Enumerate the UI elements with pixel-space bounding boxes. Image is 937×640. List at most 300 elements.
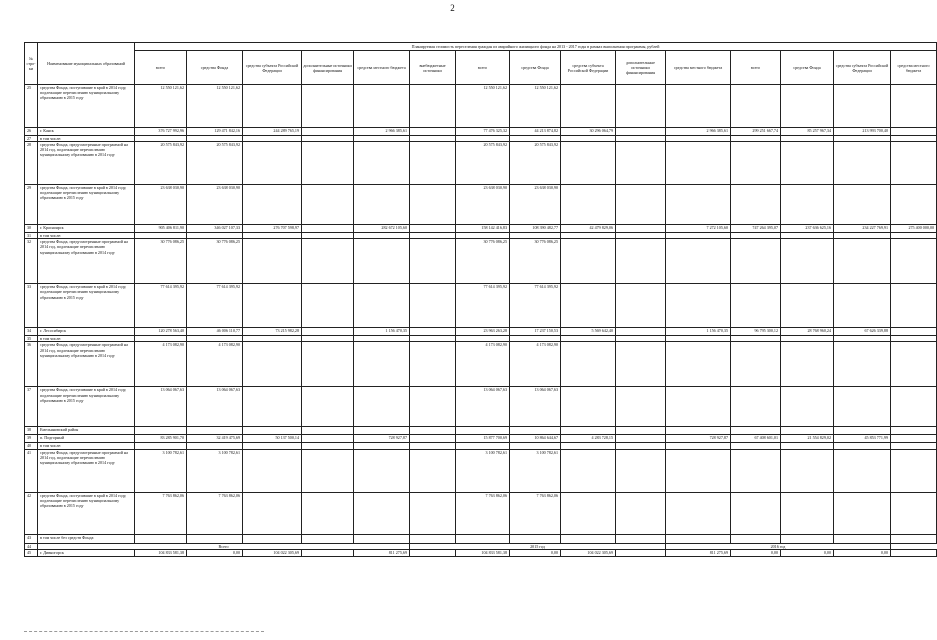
cell-value: 1 156 470,35	[354, 328, 410, 336]
header-subcol: всего	[135, 51, 187, 85]
cell-value: 237 636 625,16	[781, 225, 834, 233]
cell-value	[243, 449, 302, 492]
cell-value: 3 100 782,61	[510, 449, 561, 492]
cell-value: 12 550 121,62	[187, 85, 243, 128]
cell-value: 213 993 700,40	[834, 128, 891, 136]
cell-value: 0,00	[834, 549, 891, 556]
cell-value	[302, 85, 354, 128]
cell-value	[354, 284, 410, 328]
row-name: средства Фонда, поступившие в край в 2014 году, подлежащие перечислению муниципальному образованию в 2015 году	[38, 284, 135, 328]
cell-value: 20 575 843,92	[187, 142, 243, 185]
cell-value	[616, 225, 666, 233]
row-number: 27	[25, 136, 38, 142]
cell-value	[731, 492, 781, 534]
cell-value: 5 569 642,40	[561, 328, 616, 336]
cell-value: 30 776 086,25	[456, 239, 510, 284]
period-label-2015: 2015 год	[410, 543, 666, 549]
cell-value: 23 638 030,90	[187, 185, 243, 225]
cell-value: 13 064 067,63	[135, 387, 187, 427]
header-subcol: дополнительные источники финансирования	[616, 51, 666, 85]
cell-value	[410, 142, 456, 185]
cell-value	[410, 387, 456, 427]
cell-value	[616, 387, 666, 427]
row-name: г. Красноярск	[38, 225, 135, 233]
cell-value	[410, 449, 456, 492]
cell-value	[834, 185, 891, 225]
row-number: 40	[25, 443, 38, 449]
row-number: 30	[25, 225, 38, 233]
cell-value: 104 833 581,38	[135, 549, 187, 556]
row-number: 45	[25, 549, 38, 556]
cell-value	[834, 387, 891, 427]
cell-value	[834, 239, 891, 284]
header-subcol: средства местного бюджета	[354, 51, 410, 85]
row-name: средства Фонда, поступившие в край в 2014 году, подлежащие перечислению муниципальному образованию в 2015 году	[38, 185, 135, 225]
cell-value: 108 390 482,77	[510, 225, 561, 233]
cell-value	[354, 492, 410, 534]
cell-value: 67 626 339,88	[834, 328, 891, 336]
cell-value	[616, 142, 666, 185]
cell-value: 77 614 395,92	[510, 284, 561, 328]
cell-value: 85 257 967,34	[781, 128, 834, 136]
cell-value: 77 614 395,92	[135, 284, 187, 328]
row-number: 35	[25, 336, 38, 342]
cell-value	[354, 239, 410, 284]
row-number: 36	[25, 342, 38, 387]
cell-value: 23 638 030,90	[456, 185, 510, 225]
cell-value	[243, 284, 302, 328]
cell-value	[302, 435, 354, 443]
header-subcol: средства Фонда	[781, 51, 834, 85]
header-subcol: средства субъекта Российской Федерации	[834, 51, 891, 85]
header-subcol: средства местного бюджета	[666, 51, 731, 85]
cell-value: 0,00	[781, 549, 834, 556]
cell-value	[781, 492, 834, 534]
cell-value	[666, 342, 731, 387]
row-number: 26	[25, 128, 38, 136]
cell-value: 811 275,69	[354, 549, 410, 556]
table-row	[25, 128, 937, 136]
cell-value	[666, 185, 731, 225]
table-row	[25, 387, 937, 427]
row-name: средства Фонда, предусмотренные программой на 2014 год, подлежащие перечислению муниципальному образованию в 2014 году	[38, 342, 135, 387]
cell-value	[781, 239, 834, 284]
cell-value	[410, 492, 456, 534]
row-name: в том числе:	[38, 336, 135, 342]
header-subcol: средства Фонда	[510, 51, 561, 85]
cell-value	[561, 142, 616, 185]
table-row	[25, 284, 937, 328]
cell-value	[891, 427, 937, 435]
cell-value: 234 227 769,91	[834, 225, 891, 233]
cell-value	[243, 185, 302, 225]
cell-value	[891, 185, 937, 225]
cell-value	[666, 284, 731, 328]
cell-value	[561, 185, 616, 225]
header-subcol: дополнительные источники финансирования	[302, 51, 354, 85]
cell-value	[891, 435, 937, 443]
table-row	[25, 492, 937, 534]
row-number: 29	[25, 185, 38, 225]
header-subcol: средства субъекта Российской Федерации	[561, 51, 616, 85]
row-name: средства Фонда, предусмотренные программой на 2014 год, подлежащие перечислению муниципальному образованию в 2014 году	[38, 142, 135, 185]
table-row	[25, 427, 937, 435]
cell-value: 30 776 086,25	[510, 239, 561, 284]
cell-value	[834, 492, 891, 534]
cell-value: 73 215 982,28	[243, 328, 302, 336]
header-group-title: Планируемая стоимость переселения граждан из аварийного жилищного фонда на 2013 - 2017 годы в рамках выполнения программы, рублей	[135, 43, 937, 51]
cell-value	[561, 449, 616, 492]
page-number: 2	[450, 3, 455, 13]
cell-value	[302, 142, 354, 185]
cell-value: 44 213 874,82	[510, 128, 561, 136]
cell-value	[731, 85, 781, 128]
row-name: п. Подгорный	[38, 435, 135, 443]
cell-value	[666, 85, 731, 128]
cell-value	[135, 427, 187, 435]
cell-value	[891, 342, 937, 387]
row-number: 34	[25, 328, 38, 336]
cell-value: 0,00	[731, 549, 781, 556]
cell-value	[354, 142, 410, 185]
table-row	[25, 534, 937, 543]
cell-value	[616, 549, 666, 556]
cell-value: 67 408 601,01	[731, 435, 781, 443]
cell-value: 7 763 862,06	[187, 492, 243, 534]
cell-value: 30 776 086,25	[135, 239, 187, 284]
cell-value: 77 476 325,32	[456, 128, 510, 136]
cell-value: 4 173 082,90	[187, 342, 243, 387]
cell-value: 4 173 082,90	[135, 342, 187, 387]
row-number: 37	[25, 387, 38, 427]
cell-value: 7 272 105,60	[666, 225, 731, 233]
row-name: в том числе:	[38, 443, 135, 449]
cell-value	[410, 284, 456, 328]
cell-value	[781, 142, 834, 185]
cell-value	[834, 342, 891, 387]
cell-value	[410, 128, 456, 136]
cell-value	[616, 284, 666, 328]
cell-value	[561, 239, 616, 284]
row-number: 42	[25, 492, 38, 534]
cell-value	[731, 142, 781, 185]
cell-value	[302, 185, 354, 225]
header-subcol: средства Фонда	[187, 51, 243, 85]
cell-value: 3 100 782,61	[456, 449, 510, 492]
cell-value: 13 064 067,63	[510, 387, 561, 427]
cell-value	[410, 328, 456, 336]
cell-value	[666, 449, 731, 492]
cell-value	[243, 427, 302, 435]
row-name: Емельяновский район	[38, 427, 135, 435]
cell-value: 15 877 700,69	[456, 435, 510, 443]
row-number: 31	[25, 233, 38, 239]
row-name: средства Фонда, поступившие в край в 2014 году, подлежащие перечислению муниципальному образованию в 2015 году	[38, 387, 135, 427]
cell-value	[354, 85, 410, 128]
cell-value: 23 963 263,28	[456, 328, 510, 336]
cell-value	[616, 449, 666, 492]
cell-value: 104 022 305,69	[561, 549, 616, 556]
cell-value: 728 927,87	[666, 435, 731, 443]
cell-value: 244 289 765,19	[243, 128, 302, 136]
cell-value: 104 022 305,69	[243, 549, 302, 556]
cell-value: 275 400 000,00	[891, 225, 937, 233]
cell-value: 4 283 728,15	[561, 435, 616, 443]
cell-value	[834, 142, 891, 185]
cell-value	[616, 239, 666, 284]
cell-value: 276 707 598,97	[243, 225, 302, 233]
cell-value: 30 296 064,79	[561, 128, 616, 136]
cell-value	[891, 142, 937, 185]
header-subcol: всего	[456, 51, 510, 85]
cell-value: 811 275,69	[666, 549, 731, 556]
cell-value	[561, 342, 616, 387]
cell-value: 129 471 842,16	[187, 128, 243, 136]
cell-value: 50 137 500,14	[243, 435, 302, 443]
cell-value	[410, 342, 456, 387]
cell-value	[616, 427, 666, 435]
cell-value	[561, 492, 616, 534]
row-number: 25	[25, 85, 38, 128]
cell-value	[243, 142, 302, 185]
header-subcol: средства местного бюджета	[891, 51, 937, 85]
cell-value	[302, 342, 354, 387]
cell-value: 17 237 150,53	[510, 328, 561, 336]
cell-value	[666, 387, 731, 427]
row-name: средства Фонда, предусмотренные программой на 2014 год, подлежащие перечислению муниципальному образованию в 2014 году	[38, 449, 135, 492]
cell-value: 0,00	[187, 549, 243, 556]
cell-value	[243, 492, 302, 534]
cell-value	[243, 342, 302, 387]
cell-value	[834, 427, 891, 435]
cell-value: 346 027 107,33	[187, 225, 243, 233]
cell-value	[666, 427, 731, 435]
cell-value: 45 853 771,99	[834, 435, 891, 443]
cell-value	[834, 449, 891, 492]
cell-value	[666, 142, 731, 185]
row-number: 43	[25, 534, 38, 543]
cell-value	[302, 225, 354, 233]
cell-value	[834, 85, 891, 128]
cell-value	[616, 435, 666, 443]
cell-value	[354, 449, 410, 492]
cell-value	[891, 549, 937, 556]
cell-value	[891, 128, 937, 136]
cell-value	[410, 239, 456, 284]
cell-value	[243, 239, 302, 284]
cell-value	[354, 185, 410, 225]
cell-value: 20 575 843,92	[456, 142, 510, 185]
cell-value: 46 006 110,77	[187, 328, 243, 336]
cell-value: 13 064 067,63	[456, 387, 510, 427]
cell-value: 20 575 843,92	[135, 142, 187, 185]
cell-value: 28 768 960,24	[781, 328, 834, 336]
row-number: 41	[25, 449, 38, 492]
cell-value	[243, 85, 302, 128]
cell-value	[891, 85, 937, 128]
cell-value	[731, 185, 781, 225]
cell-value	[731, 284, 781, 328]
cell-value	[302, 492, 354, 534]
cell-value	[302, 128, 354, 136]
cell-value: 77 614 395,92	[456, 284, 510, 328]
cell-value	[410, 549, 456, 556]
cell-value: 728 927,87	[354, 435, 410, 443]
cell-value	[731, 449, 781, 492]
row-number: 38	[25, 427, 38, 435]
table-row	[25, 85, 937, 128]
cell-value: 0,00	[510, 549, 561, 556]
cell-value: 12 550 121,62	[456, 85, 510, 128]
cell-value	[781, 284, 834, 328]
cell-value: 30 776 086,25	[187, 239, 243, 284]
table-row	[25, 342, 937, 387]
cell-value	[302, 284, 354, 328]
cell-value	[561, 85, 616, 128]
cell-value: 905 406 811,90	[135, 225, 187, 233]
header-subcol: всего	[731, 51, 781, 85]
cell-value: 158 142 416,83	[456, 225, 510, 233]
cell-value: 104 833 581,38	[456, 549, 510, 556]
row-number: 33	[25, 284, 38, 328]
cell-value	[616, 492, 666, 534]
period-label-2016: 2016 год	[666, 543, 891, 549]
cell-value	[302, 427, 354, 435]
cell-value	[616, 128, 666, 136]
row-name: в том числе:	[38, 136, 135, 142]
cell-value	[891, 492, 937, 534]
cell-value: 7 763 862,06	[510, 492, 561, 534]
cell-value: 747 264 395,07	[731, 225, 781, 233]
cell-value: 96 795 300,12	[731, 328, 781, 336]
cell-value	[302, 328, 354, 336]
cell-value: 1 156 470,35	[666, 328, 731, 336]
cell-value	[302, 387, 354, 427]
cell-value: 77 614 395,92	[187, 284, 243, 328]
table-row	[25, 328, 937, 336]
row-name: средства Фонда, предусмотренные программой на 2014 год, подлежащие перечислению муниципальному образованию в 2014 году	[38, 239, 135, 284]
row-number: 39	[25, 435, 38, 443]
cell-value	[731, 239, 781, 284]
cell-value	[781, 185, 834, 225]
cell-value: 12 550 121,62	[510, 85, 561, 128]
cell-value	[891, 449, 937, 492]
cell-value	[354, 342, 410, 387]
cell-value	[891, 387, 937, 427]
cell-value: 2 966 385,61	[354, 128, 410, 136]
cell-value	[302, 549, 354, 556]
table-row	[25, 435, 937, 443]
cell-value	[302, 239, 354, 284]
cell-value	[781, 427, 834, 435]
cell-value	[834, 284, 891, 328]
cell-value: 23 638 030,90	[135, 185, 187, 225]
cell-value	[510, 427, 561, 435]
row-name: г. Лесосибирск	[38, 328, 135, 336]
cell-value	[561, 284, 616, 328]
cell-value	[616, 85, 666, 128]
cell-value	[666, 492, 731, 534]
financing-table	[24, 42, 937, 557]
cell-value	[891, 328, 937, 336]
cell-value: 20 575 843,92	[510, 142, 561, 185]
table-row	[25, 549, 937, 556]
table-row	[25, 449, 937, 492]
header-subcol: средства субъекта Российской Федерации	[243, 51, 302, 85]
cell-value: 10 864 644,67	[510, 435, 561, 443]
cell-value	[561, 427, 616, 435]
row-number: 32	[25, 239, 38, 284]
cell-value: 42 479 829,06	[561, 225, 616, 233]
cell-value	[781, 342, 834, 387]
cell-value	[731, 387, 781, 427]
cell-value: 4 173 082,90	[456, 342, 510, 387]
header-row-number: № стро-ки	[25, 43, 38, 85]
row-number: 44	[25, 543, 38, 549]
table-row	[25, 239, 937, 284]
cell-value: 21 554 829,02	[781, 435, 834, 443]
row-name: г. Канск	[38, 128, 135, 136]
table-row	[25, 142, 937, 185]
cell-value	[354, 387, 410, 427]
cell-value: 376 727 992,96	[135, 128, 187, 136]
cell-value: 23 638 030,90	[510, 185, 561, 225]
row-name: средства Фонда, поступившие в край в 2014 году, подлежащие перечислению муниципальному образованию в 2015 году	[38, 492, 135, 534]
cell-value: 120 278 563,40	[135, 328, 187, 336]
cell-value: 7 763 862,06	[456, 492, 510, 534]
cell-value: 4 173 082,90	[510, 342, 561, 387]
cell-value	[731, 427, 781, 435]
header-subcol: внебюджетные источники	[410, 51, 456, 85]
scan-edge-mark	[24, 631, 264, 636]
cell-value	[616, 342, 666, 387]
table-row	[25, 185, 937, 225]
cell-value	[891, 284, 937, 328]
cell-value	[410, 85, 456, 128]
header-municipality: Наименование муниципальных образований	[38, 43, 135, 85]
cell-value	[666, 239, 731, 284]
cell-value	[891, 239, 937, 284]
row-name: г. Дивногорск	[38, 549, 135, 556]
cell-value	[456, 427, 510, 435]
cell-value: 13 064 067,63	[187, 387, 243, 427]
cell-value	[187, 427, 243, 435]
cell-value: 299 251 667,74	[731, 128, 781, 136]
cell-value	[731, 342, 781, 387]
table-row	[25, 225, 937, 233]
cell-value	[243, 387, 302, 427]
cell-value	[410, 185, 456, 225]
cell-value	[616, 185, 666, 225]
cell-value	[561, 387, 616, 427]
cell-value	[616, 328, 666, 336]
cell-value: 282 672 105,60	[354, 225, 410, 233]
row-number: 28	[25, 142, 38, 185]
cell-value: 7 763 862,06	[135, 492, 187, 534]
cell-value	[302, 449, 354, 492]
cell-value	[781, 449, 834, 492]
cell-value: 3 100 782,61	[135, 449, 187, 492]
cell-value	[781, 85, 834, 128]
row-name: средства Фонда, поступившие в край в 2014 году, подлежащие перечислению муниципальному образованию в 2015 году	[38, 85, 135, 128]
cell-value: 2 966 385,61	[666, 128, 731, 136]
cell-value	[410, 225, 456, 233]
cell-value	[410, 435, 456, 443]
row-name: в том числе:	[38, 233, 135, 239]
cell-value	[781, 387, 834, 427]
cell-value: 83 285 901,70	[135, 435, 187, 443]
cell-value	[410, 427, 456, 435]
